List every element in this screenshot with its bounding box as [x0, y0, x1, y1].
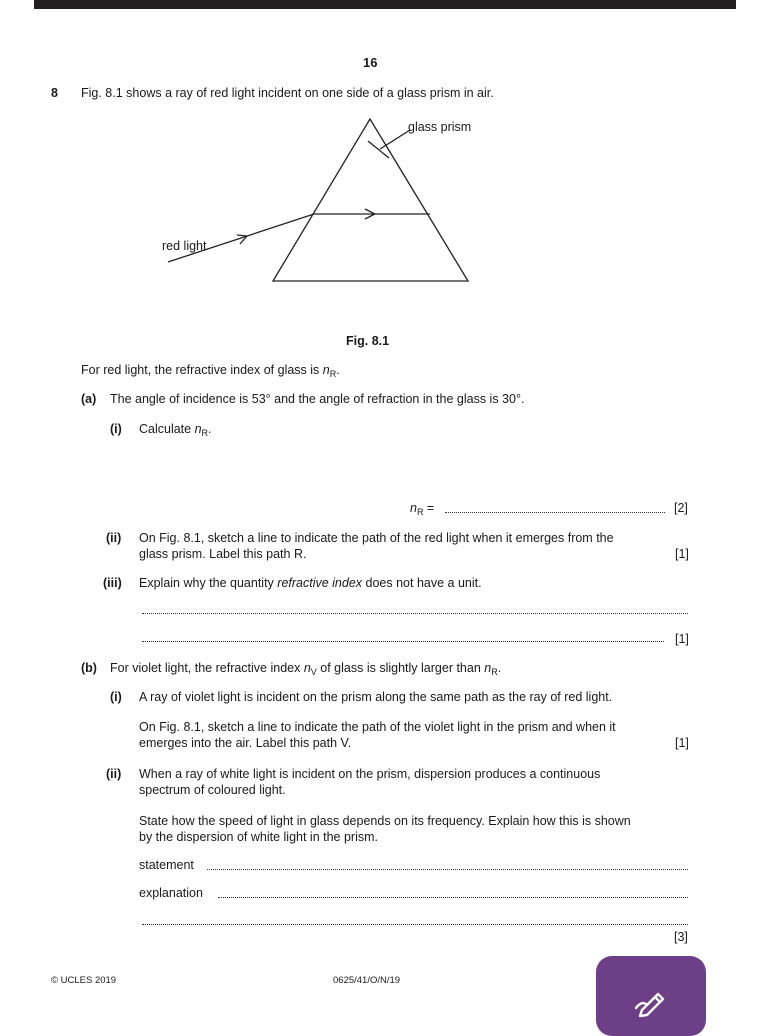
- part-b-i-line1: On Fig. 8.1, sketch a line to indicate the path of the violet light in the prism and when it: [139, 720, 616, 734]
- part-a-ii-marks: [1]: [675, 547, 689, 561]
- annotate-fab-button[interactable]: [596, 956, 706, 1036]
- part-b-ii-line3: State how the speed of light in glass depends on its frequency. Explain how this is shown: [139, 814, 631, 828]
- part-a-ii-line2: glass prism. Label this path R.: [139, 547, 307, 561]
- part-b-i-text: A ray of violet light is incident on the prism along the same path as the ray of red light.: [139, 690, 613, 704]
- explanation-label: explanation: [139, 886, 203, 900]
- part-a-label: (a): [81, 392, 97, 406]
- part-a-iii-marks: [1]: [675, 632, 689, 646]
- part-a-i-marks: [2]: [674, 501, 688, 515]
- part-b-i-label: (i): [110, 690, 122, 704]
- part-a-ii-line1: On Fig. 8.1, sketch a line to indicate the path of the red light when it emerges from the: [139, 531, 614, 545]
- question-number: 8: [51, 86, 58, 100]
- answer-line-a-iii-2[interactable]: [142, 641, 664, 642]
- answer-nr-label: $n_R$ =: [410, 501, 435, 517]
- part-b-ii-label: (ii): [106, 767, 122, 781]
- footer-code: 0625/41/O/N/19: [333, 975, 401, 986]
- footer-copyright: © UCLES 2019: [51, 975, 117, 986]
- figure-caption: Fig. 8.1: [346, 334, 390, 348]
- part-b-ii-line1: When a ray of white light is incident on the prism, dispersion produces a continuous: [139, 767, 601, 781]
- part-b-ii-line2: spectrum of coloured light.: [139, 783, 286, 797]
- part-a-i-label: (i): [110, 422, 122, 436]
- part-a-iii-label: (iii): [103, 576, 122, 590]
- statement-answer-line[interactable]: [207, 869, 688, 870]
- part-b-i-line2: emerges into the air. Label this path V.: [139, 736, 352, 750]
- glass-prism-label: glass prism: [408, 120, 472, 134]
- answer-line-a-iii-1[interactable]: [142, 613, 688, 614]
- explanation-answer-line-2[interactable]: [142, 924, 688, 925]
- part-b-label: (b): [81, 661, 97, 675]
- part-a-text: The angle of incidence is 53° and the angle of refraction in the glass is 30°.: [110, 392, 525, 406]
- part-b-i-marks: [1]: [675, 736, 689, 750]
- explanation-answer-line[interactable]: [218, 897, 688, 898]
- page-number: 16: [363, 55, 378, 70]
- red-light-incident-ray: [168, 214, 314, 262]
- refractive-index-stem: For red light, the refractive index of glass is $n_R$.: [81, 363, 340, 379]
- red-light-label: red light: [162, 239, 207, 253]
- part-a-i-text: Calculate $n_R$.: [139, 422, 212, 438]
- answer-nr-field[interactable]: [445, 512, 665, 513]
- part-b-ii-marks: [3]: [674, 930, 688, 944]
- part-b-ii-line4: by the dispersion of white light in the prism.: [139, 830, 379, 844]
- pencil-icon: [632, 986, 670, 1027]
- part-b-text: For violet light, the refractive index $n_V$ of glass is slightly larger than $n_R$.: [110, 661, 502, 677]
- question-intro: Fig. 8.1 shows a ray of red light incident on one side of a glass prism in air.: [81, 86, 494, 100]
- statement-label: statement: [139, 858, 194, 872]
- part-a-iii-text: Explain why the quantity refractive index does not have a unit.: [139, 576, 482, 590]
- prism-label-leader: [380, 130, 410, 149]
- part-a-ii-label: (ii): [106, 531, 122, 545]
- prism-diagram: [0, 0, 768, 320]
- prism-label-tick: [368, 141, 389, 158]
